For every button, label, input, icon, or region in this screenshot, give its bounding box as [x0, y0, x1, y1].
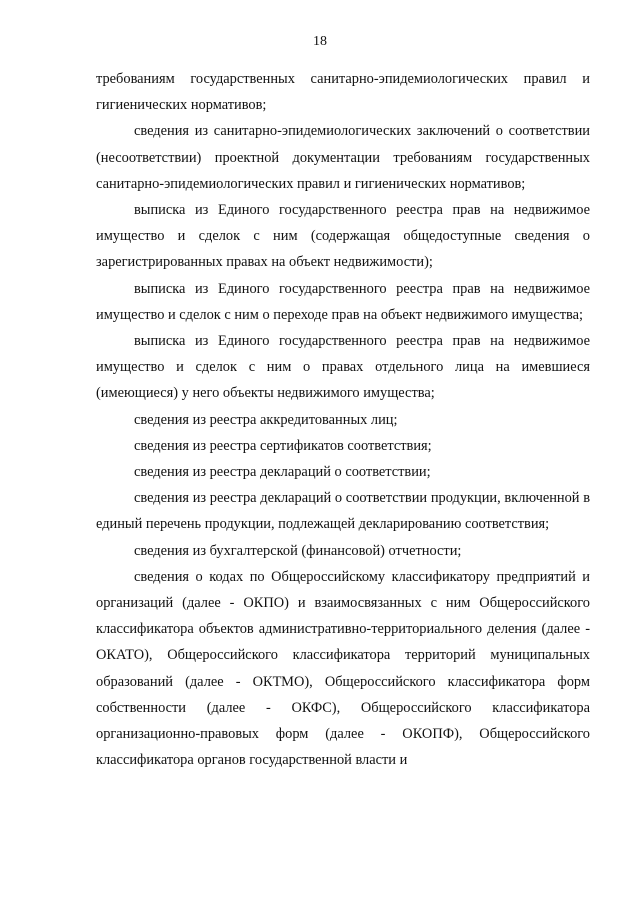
paragraph-sanitary-conclusions: сведения из санитарно-эпидемиологических заключений о соответствии (несоответствии) проектной документации требованиям государственных санитарно-эпидемиологических правил и гигиенических нормативов;	[96, 123, 590, 192]
paragraph-registry-extract-transfer: выписка из Единого государственного реестра прав на недвижимое имущество и сделок с ним о переходе прав на объект недвижимого имущества;	[96, 280, 590, 323]
paragraph-declarations: сведения из реестра деклараций о соответствии;	[134, 464, 431, 481]
paragraph-product-declarations: сведения из реестра деклараций о соответствии продукции, включенной в единый перечень продукции, подлежащей декларированию соответствия;	[96, 490, 590, 533]
paragraph-classifier-codes: сведения о кодах по Общероссийскому классификатору предприятий и организаций (далее - ОКПО) и взаимосвязанных с ним Общероссийского классификатора объектов административно-территориального деления (далее - ОКАТО), Общероссийского классификатора территорий муниципальных образований (далее - ОКТМО), Общероссийского классификатора форм собственности (далее - ОКФС), Общероссийского классификатора организационно-правовых форм (далее - ОКОПФ), Общероссийского классификатора органов государственной власти и	[96, 568, 590, 769]
paragraph-registry-extract-person: выписка из Единого государственного реестра прав на недвижимое имущество и сделок с ним о правах отдельного лица на имевшиеся (имеющиеся) у него объекты недвижимого имущества;	[96, 333, 590, 402]
paragraph-certificates: сведения из реестра сертификатов соответствия;	[134, 437, 432, 454]
paragraph-financial-statements: сведения из бухгалтерской (финансовой) отчетности;	[134, 542, 462, 559]
document-body	[96, 66, 590, 773]
page-number: 18	[313, 34, 327, 49]
paragraph-accredited-persons: сведения из реестра аккредитованных лиц;	[134, 411, 398, 428]
paragraph-continuation: требованиям государственных санитарно-эпидемиологических правил и гигиенических нормативов;	[96, 71, 590, 114]
paragraph-registry-extract-public: выписка из Единого государственного реестра прав на недвижимое имущество и сделок с ним (содержащая общедоступные сведения о зарегистрированных правах на объект недвижимости);	[96, 202, 590, 271]
